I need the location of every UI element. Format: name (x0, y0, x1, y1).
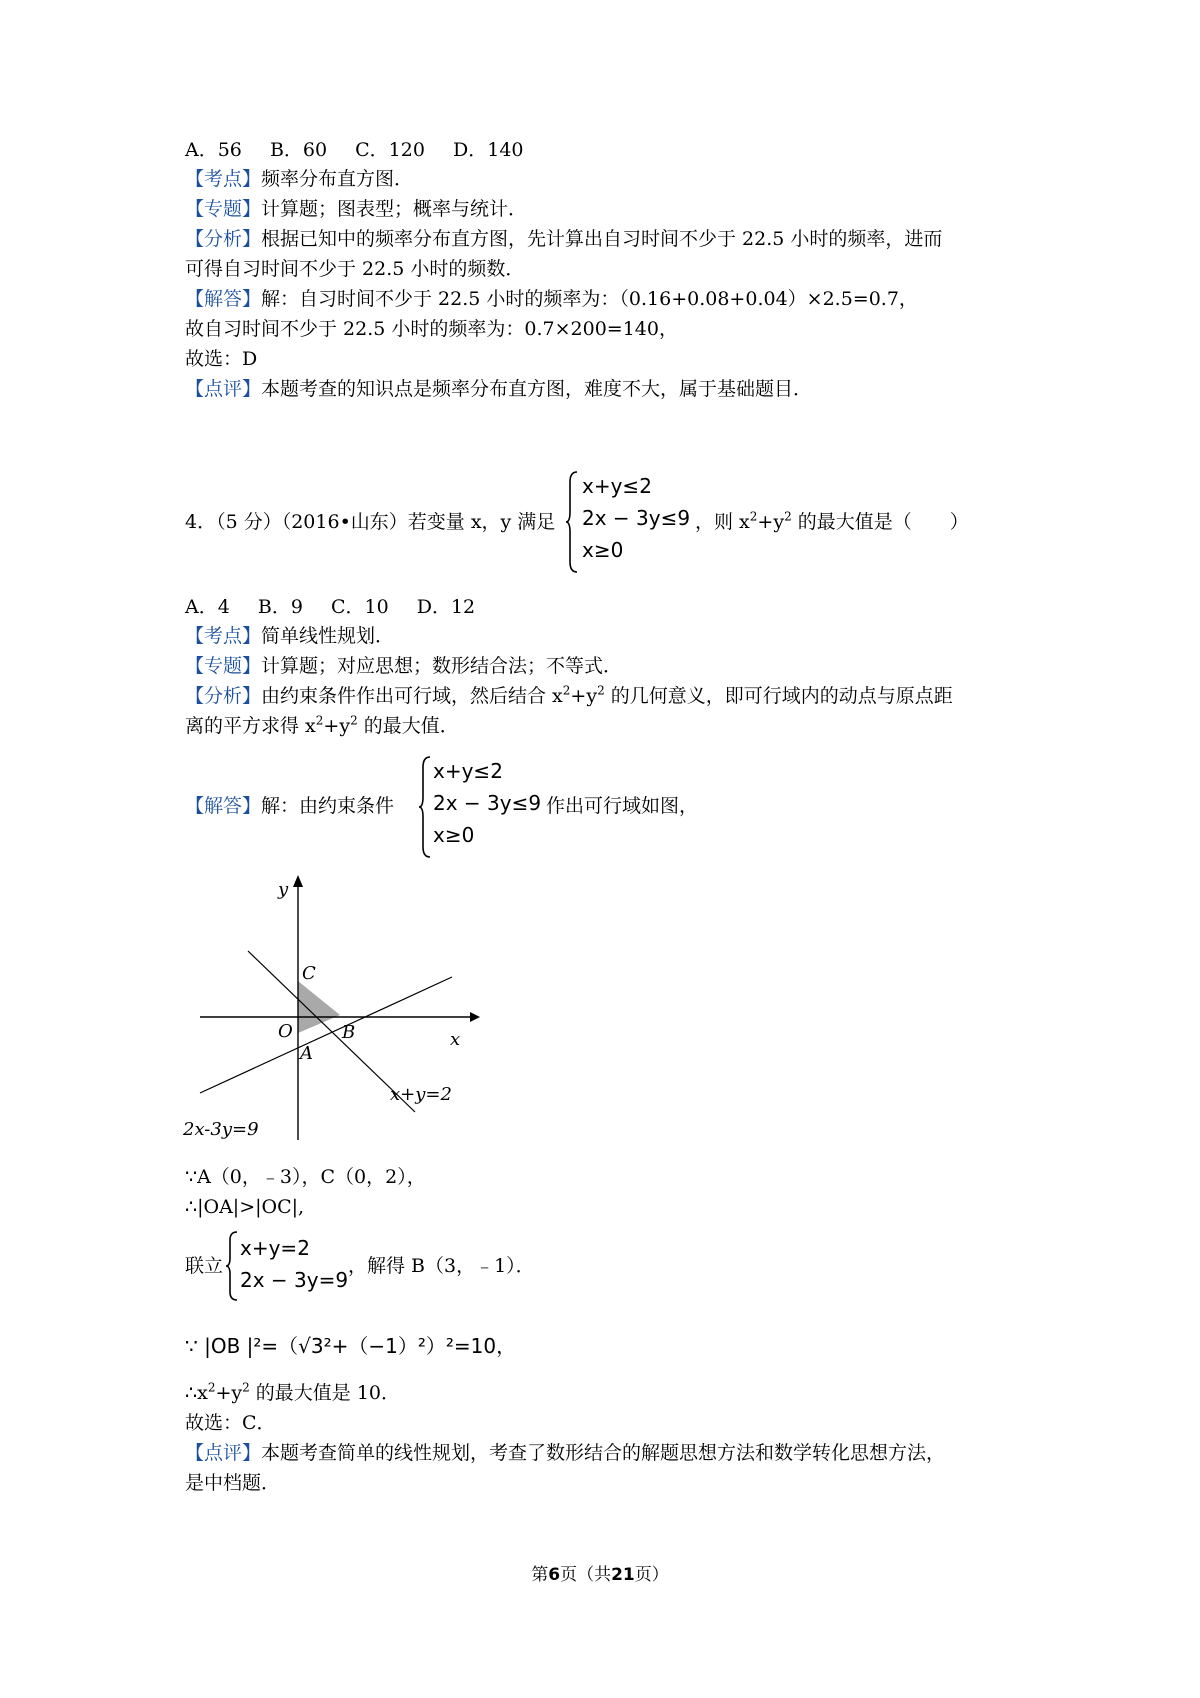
q4-zhuanti-text: 计算题；对应思想；数形结合法；不等式． (261, 655, 623, 677)
q4-kaodian (185, 621, 394, 651)
kaodian-tag: 【考点】 (185, 168, 262, 190)
q4-dianping-2: 是中档题． (185, 1472, 281, 1494)
q4-zhuanti (185, 651, 622, 681)
q3-jieda-3: 故选：D (185, 348, 258, 370)
q4-jieda-constraint-1: x+y≤2 (433, 759, 503, 783)
feasible-region (298, 981, 340, 1033)
zhuanti-tag: 【专题】 (185, 655, 262, 677)
q4-lianli-post: ，解得 B（3，﹣1）． (348, 1255, 535, 1277)
page-footer (0, 1560, 1200, 1585)
q4-sup-1: 2 (749, 509, 758, 524)
q4-sup-7: 2 (207, 1380, 216, 1395)
footer-page-number: 6 (548, 1565, 561, 1585)
q4-option-c: C．10 (330, 596, 389, 618)
q4-option-a: A．4 (185, 596, 230, 618)
q4-sup-3: 2 (562, 683, 571, 698)
q4-max-b: +y (215, 1382, 243, 1404)
feasible-region-figure (180, 875, 480, 1140)
label-x: x (450, 1029, 461, 1050)
q3-options (185, 135, 546, 165)
q4-stem-pre: 4．（5 分）（2016•山东）若变量 x，y 满足 (185, 511, 556, 533)
q4-jieda-constraint-3: x≥0 (433, 823, 475, 847)
q4-fenxi-2b: +y (323, 715, 351, 737)
zhuanti-tag: 【专题】 (185, 198, 262, 220)
q4-ob-formula: ∵ |OB |²=（√3²+（−1）²）²=10， (185, 1334, 517, 1358)
q3-jieda-2: 故自习时间不少于 22.5 小时的频率为：0.7×200=140， (185, 318, 678, 340)
q3-fenxi-text-1: 根据已知中的频率分布直方图，先计算出自习时间不少于 22.5 小时的频率，进而 (261, 228, 943, 250)
q3-zhuanti (185, 194, 527, 224)
jieda-tag: 【解答】 (185, 288, 262, 310)
q4-lianli: 联立 (185, 1255, 224, 1277)
q4-fenxi (185, 681, 953, 711)
q3-kaodian (185, 164, 413, 194)
q4-options (185, 592, 497, 622)
q4-guxuan: 故选：C． (185, 1412, 276, 1434)
dianping-tag: 【点评】 (185, 1442, 262, 1464)
label-o: O (278, 1021, 293, 1042)
q4-lianli-system (240, 1232, 348, 1296)
q4-dianping-text-1: 本题考查简单的线性规划，考查了数形结合的解题思想方法和数学转化思想方法， (261, 1442, 946, 1464)
label-b: B (342, 1022, 356, 1043)
q4-sup-4: 2 (597, 683, 605, 698)
q4-jieda-brace (418, 755, 432, 859)
q4-fenxi-1a: 由约束条件作出可行域，然后结合 x (261, 685, 563, 707)
q3-kaodian-text: 频率分布直方图． (261, 168, 414, 190)
label-line-x-plus-y: x+y=2 (390, 1084, 452, 1105)
q3-option-b: B．60 (269, 139, 328, 161)
q4-stem-post (695, 507, 969, 537)
q4-fenxi-1c: 的几何意义，即可行域内的动点与原点距 (604, 685, 953, 707)
label-c: C (302, 963, 316, 984)
q4-jieda (185, 791, 394, 821)
q4-fenxi-2c: 的最大值． (357, 715, 459, 737)
q4-kaodian-text: 简单线性规划． (261, 625, 395, 647)
q4-lianli-brace (225, 1230, 239, 1302)
q4-sup-8: 2 (242, 1380, 250, 1395)
footer-mid: 页（共 (560, 1565, 612, 1585)
q4-jieda-pre: 解：由约束条件 (261, 795, 395, 817)
q3-dianping-text: 本题考查的知识点是频率分布直方图，难度不大，属于基础题目． (261, 378, 813, 400)
q4-therefore: ∴|OA|>|OC|, (185, 1196, 305, 1218)
jieda-tag: 【解答】 (185, 795, 262, 817)
q4-constraint-3: x≥0 (582, 538, 624, 562)
q3-fenxi-2: 可得自习时间不少于 22.5 小时的频数． (185, 258, 525, 280)
q4-stem-post-2: +y (757, 511, 785, 533)
dianping-tag: 【点评】 (185, 378, 262, 400)
q3-jieda-text-1: 解：自习时间不少于 22.5 小时的频率为：（0.16+0.08+0.04）×2.5=0.7， (261, 288, 918, 310)
q4-sup-6: 2 (350, 713, 358, 728)
fenxi-tag: 【分析】 (185, 685, 262, 707)
q4-fenxi-2 (185, 711, 459, 741)
q3-fenxi (185, 224, 942, 254)
q4-stem-post-3: 的最大值是（ ） (791, 511, 969, 533)
q4-lianli-eq-2: 2x − 3y=9 (240, 1268, 349, 1292)
label-y: y (278, 879, 289, 900)
q4-sup-2: 2 (784, 509, 792, 524)
q4-constraint-1: x+y≤2 (582, 474, 652, 498)
q4-system (582, 470, 690, 566)
q4-constraint-2: 2x − 3y≤9 (582, 506, 691, 530)
q4-dianping (185, 1438, 945, 1468)
q4-fenxi-1b: +y (570, 685, 598, 707)
q3-option-a: A．56 (185, 139, 242, 161)
q4-stem-post-1: ，则 x (695, 511, 750, 533)
fenxi-tag: 【分析】 (185, 228, 262, 250)
footer-total-pages: 21 (611, 1565, 635, 1585)
q4-jieda-post: 作出可行域如图， (546, 795, 699, 817)
q4-option-b: B．9 (257, 596, 303, 618)
y-axis-arrow (293, 875, 303, 887)
q4-max-c: 的最大值是 10． (249, 1382, 401, 1404)
q3-jieda (185, 284, 918, 314)
q4-option-d: D．12 (416, 596, 476, 618)
q3-option-d: D．140 (453, 139, 524, 161)
q3-zhuanti-text: 计算题；图表型；概率与统计． (261, 198, 528, 220)
q4-system-brace (565, 470, 579, 574)
q4-max (185, 1378, 400, 1408)
q3-dianping (185, 374, 812, 404)
x-axis-arrow (470, 1012, 480, 1022)
q4-jieda-constraint-2: 2x − 3y≤9 (433, 791, 542, 815)
q4-fenxi-2a: 离的平方求得 x (185, 715, 316, 737)
line-2x-minus-3y (200, 977, 452, 1093)
q4-max-a: ∴x (185, 1382, 208, 1404)
q4-because: ∵A（0，﹣3），C（0，2）， (185, 1166, 426, 1188)
q4-jieda-system (433, 755, 541, 851)
label-line-2x-minus-3y: 2x-3y=9 (183, 1119, 259, 1140)
label-a: A (300, 1043, 313, 1064)
q4-sup-5: 2 (315, 713, 324, 728)
q3-option-c: C．120 (355, 139, 425, 161)
q4-lianli-eq-1: x+y=2 (240, 1236, 310, 1260)
kaodian-tag: 【考点】 (185, 625, 262, 647)
footer-pre: 第 (531, 1565, 549, 1585)
footer-post: 页） (634, 1565, 669, 1585)
